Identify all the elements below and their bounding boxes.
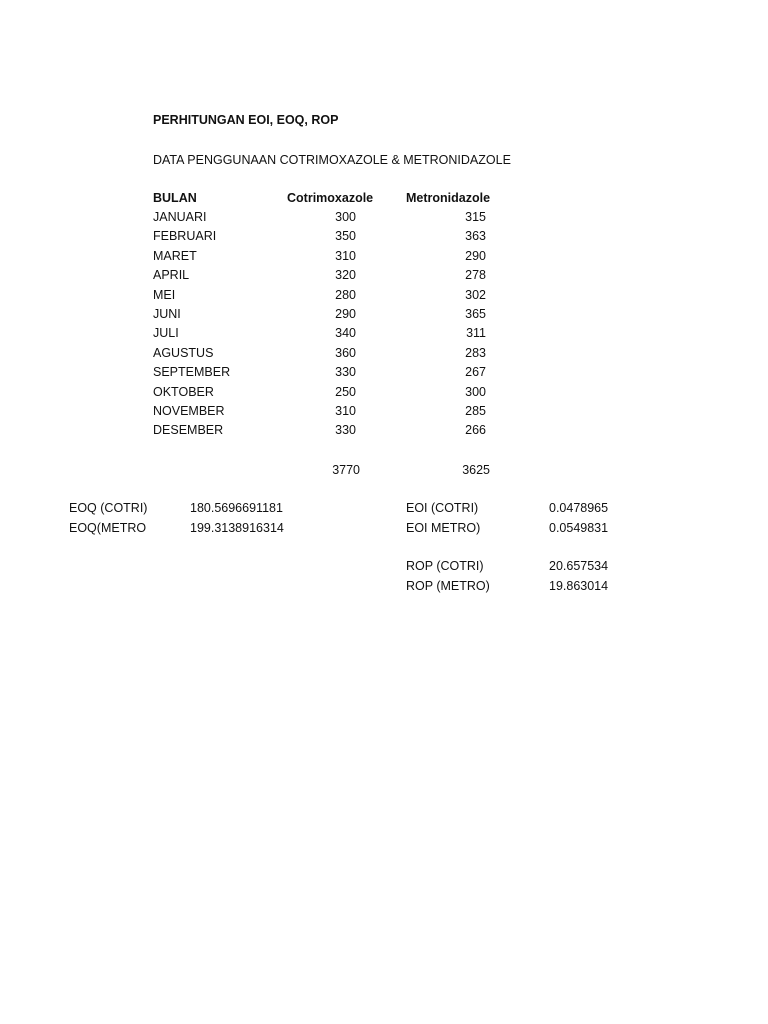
- table-row-month: AGUSTUS: [153, 346, 214, 360]
- eoi-cotri-label: EOI (COTRI): [406, 501, 479, 515]
- eoq-metro-value: 199.3138916314: [190, 521, 284, 535]
- table-row-month: JUNI: [153, 307, 181, 321]
- table-row-month: OKTOBER: [153, 385, 214, 399]
- table-row-metronidazole: 283: [465, 346, 486, 360]
- rop-cotri-value: 20.657534: [549, 559, 609, 573]
- eoi-cotri-value: 0.0478965: [549, 501, 609, 515]
- page-title: PERHITUNGAN EOI, EOQ, ROP: [153, 113, 339, 127]
- header-bulan: BULAN: [153, 191, 197, 205]
- table-row-cotrimoxazole: 330: [335, 365, 356, 379]
- rop-metro-value: 19.863014: [549, 579, 609, 593]
- table-row-cotrimoxazole: 330: [335, 423, 356, 437]
- eoq-cotri-label: EOQ (COTRI): [69, 501, 148, 515]
- eoq-metro-label: EOQ(METRO: [69, 521, 147, 535]
- total-cotrimoxazole: 3770: [332, 463, 360, 477]
- table-row-month: JANUARI: [153, 210, 207, 224]
- header-metronidazole: Metronidazole: [406, 191, 491, 205]
- table-row-month: JULI: [153, 326, 179, 340]
- table-row-cotrimoxazole: 280: [335, 288, 356, 302]
- table-row-metronidazole: 285: [465, 404, 486, 418]
- table-row-metronidazole: 365: [465, 307, 486, 321]
- eoi-metro-label: EOI METRO): [406, 521, 481, 535]
- table-row-month: SEPTEMBER: [153, 365, 231, 379]
- total-metronidazole: 3625: [462, 463, 490, 477]
- header-cotrimoxazole: Cotrimoxazole: [287, 191, 374, 205]
- table-row-cotrimoxazole: 340: [335, 326, 356, 340]
- table-row-metronidazole: 290: [465, 249, 486, 263]
- table-row-metronidazole: 302: [465, 288, 486, 302]
- table-row-metronidazole: 363: [465, 229, 486, 243]
- table-row-month: NOVEMBER: [153, 404, 225, 418]
- rop-metro-label: ROP (METRO): [406, 579, 490, 593]
- table-row-cotrimoxazole: 320: [335, 268, 356, 282]
- table-row-metronidazole: 315: [465, 210, 486, 224]
- table-row-month: MEI: [153, 288, 176, 302]
- table-row-metronidazole: 278: [465, 268, 486, 282]
- table-row-metronidazole: 311: [466, 326, 486, 340]
- table-row-metronidazole: 300: [465, 385, 486, 399]
- table-row-month: MARET: [153, 249, 197, 263]
- table-row-cotrimoxazole: 360: [335, 346, 356, 360]
- eoi-metro-value: 0.0549831: [549, 521, 609, 535]
- table-row-cotrimoxazole: 310: [335, 404, 356, 418]
- table-row-cotrimoxazole: 290: [335, 307, 356, 321]
- table-row-cotrimoxazole: 350: [335, 229, 356, 243]
- table-row-metronidazole: 266: [465, 423, 486, 437]
- table-row-cotrimoxazole: 250: [335, 385, 356, 399]
- data-subtitle: DATA PENGGUNAAN COTRIMOXAZOLE & METRONIDAZOLE: [153, 153, 511, 167]
- table-row-metronidazole: 267: [465, 365, 486, 379]
- rop-cotri-label: ROP (COTRI): [406, 559, 484, 573]
- table-row-month: DESEMBER: [153, 423, 224, 437]
- table-row-month: FEBRUARI: [153, 229, 217, 243]
- table-row-month: APRIL: [153, 268, 190, 282]
- eoq-cotri-value: 180.5696691181: [190, 501, 283, 515]
- table-row-cotrimoxazole: 300: [335, 210, 356, 224]
- table-row-cotrimoxazole: 310: [335, 249, 356, 263]
